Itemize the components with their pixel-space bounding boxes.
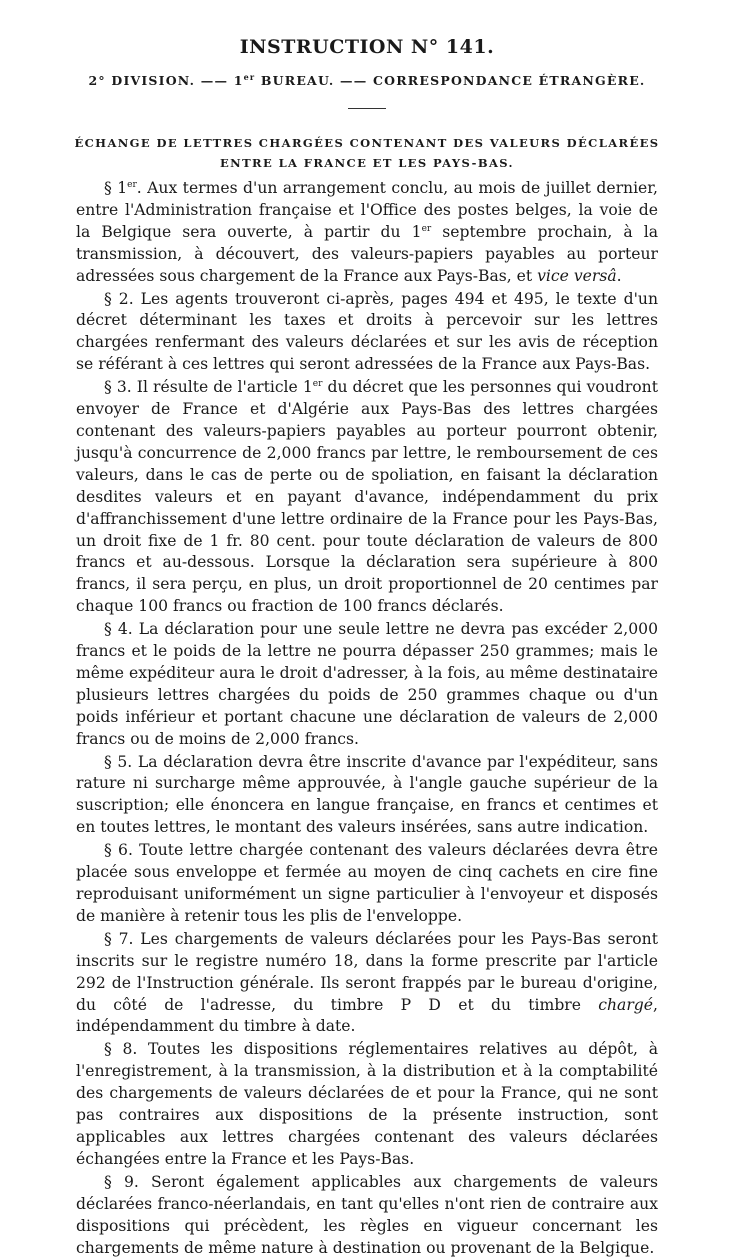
italic-text: chargé [598, 995, 654, 1014]
title-divider [348, 108, 386, 109]
instruction-title: INSTRUCTION N° 141. [239, 36, 495, 58]
superscript: er [421, 223, 432, 234]
bureau-superscript: er [243, 72, 256, 82]
instruction-body [76, 178, 658, 1259]
paragraph-5: § 5. La déclaration devra être inscrite d'avance par l'expéditeur, sans rature ni surcharge même approuvée, à l'angle gauche supérieur de la suscription; elle énoncera en langue française, en francs et centimes et en toutes lettres, le montant des valeurs insérées, sans autre indication. [76, 752, 658, 837]
paragraph-text: . [616, 266, 622, 285]
service-label: CORRESPONDANCE ÉTRANGÈRE. [372, 73, 646, 89]
section-heading: ÉCHANGE DE LETTRES CHARGÉES CONTENANT DES VALEURS DÉCLARÉES ENTRE LA FRANCE ET LES PAYS-BAS. [74, 136, 660, 170]
paragraph-text: , indépendamment du timbre à date. [76, 995, 658, 1036]
italic-text: vice versâ [537, 266, 617, 285]
paragraph-text: . Aux termes d'un arrangement conclu, au mois de juillet dernier, entre l'Administration française et l'Office des postes belges, la voie de la Belgique sera ouverte, à partir du 1 [76, 179, 658, 241]
paragraph-7 [76, 929, 658, 1039]
paragraph-8: § 8. Toutes les dispositions réglementaires relatives au dépôt, à l'enregistrement, à la transmission, à la distribution et à la comptabilité des chargements de valeurs déclarées de et pour la France, qui ne sont pas contraires aux dispositions de la présente instruction, sont applicables aux lettres chargées contenant des valeurs déclarées échangées entre la France et les Pays-Bas. [76, 1040, 658, 1168]
paragraph-6: § 6. Toute lettre chargée contenant des valeurs déclarées devra être placée sous enveloppe et fermée au moyen de cinq cachets en cire fine reproduisant uniformément un signe particulier à l'envoyeur et disposés de manière à retenir tous les plis de l'enveloppe. [76, 841, 658, 925]
paragraph-text: septembre prochain, à la transmission, à découvert, des valeurs-papiers payables au porteur adressées sous chargement de la France aux Pays-Bas, et [76, 222, 659, 285]
paragraph-text: § 7. Les chargements de valeurs déclarées pour les Pays-Bas seront inscrits sur le registre numéro 18, dans la forme prescrite par l'article 292 de l'Instruction générale. Ils seront frappés par le bureau d'origine, du côté de l'adresse, du timbre P D et du timbre [76, 929, 658, 1014]
superscript: er [312, 378, 323, 389]
bureau-label: BUREAU. [255, 73, 335, 89]
paragraph-3 [76, 377, 658, 618]
paragraph-2: § 2. Les agents trouveront ci-après, pages 494 et 495, le texte d'un décret déterminant les taxes et droits à percevoir sur les lettres chargées renfermant des valeurs déclarées et sur les avis de réception se référant à ces lettres qui seront adressées de la France aux Pays-Bas. [76, 289, 658, 374]
subtitle-separator: —— [195, 73, 234, 89]
paragraph-9: § 9. Seront également applicables aux chargements de valeurs déclarées franco-néerlandais, en tant qu'elles n'ont rien de contraire aux dispositions qui précèdent, les règles en vigueur concernant les chargements de même nature à destination ou provenant de la Belgique. [76, 1172, 658, 1257]
subtitle-separator: —— [334, 73, 373, 89]
division-label: 2° DIVISION. [88, 73, 196, 89]
paragraph-4: § 4. La déclaration pour une seule lettre ne devra pas excéder 2,000 francs et le poids de la lettre ne pourra dépasser 250 grammes; mais le même expéditeur aura le droit d'adresser, à la fois, au même destinataire plusieurs lettres chargées du poids de 250 grammes chaque ou d'un poids inférieur et portant chacune une déclaration de valeurs de 2,000 francs ou de moins de 2,000 francs. [76, 620, 658, 748]
superscript: er [127, 179, 137, 190]
bureau-number: 1 [233, 73, 244, 89]
division-subtitle [0, 72, 734, 88]
paragraph-1 [76, 178, 658, 288]
paragraph-text: du décret que les personnes qui voudront envoyer de France et d'Algérie aux Pays-Bas des lettres chargées contenant des valeurs-papiers payables au porteur pourront obtenir, jusqu'à concurrence de 2,000 francs par lettre, le remboursement de ces valeurs, dans le cas de perte ou de spoliation, en faisant la déclaration desdites valeurs et en payant d'avance, indépendamment du prix d'affranchissement d'une lettre ordinaire de la France pour les Pays-Bas, un droit fixe de 1 fr. 80 cent. pour toute déclaration de valeurs de 800 francs et au-dessous. Lorsque la déclaration sera supérieure à 800 francs, il sera perçu, en plus, un droit proportionnel de 20 centimes par chaque 100 francs ou fraction de 100 francs déclarés. [76, 378, 658, 616]
paragraph-text: § 3. Il résulte de l'article 1 [104, 378, 313, 397]
paragraph-label: § 1 [104, 179, 128, 197]
